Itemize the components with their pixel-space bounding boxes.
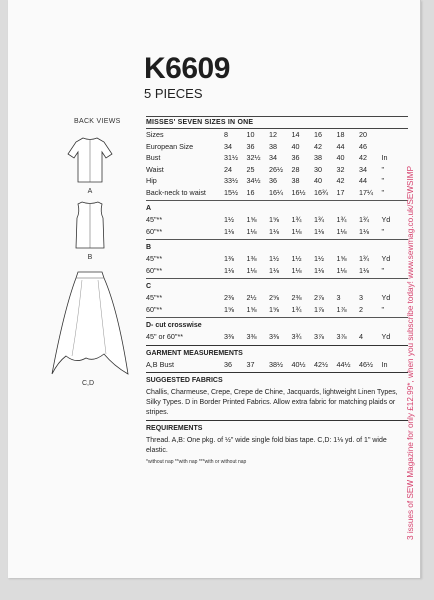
table-title: MISSES' SEVEN SIZES IN ONE	[146, 116, 408, 129]
size-cell: 1¾	[291, 215, 302, 224]
size-cell: 16	[246, 187, 255, 197]
size-cell: 1⅛	[336, 226, 347, 236]
size-cell: 3⅜	[246, 332, 257, 341]
size-cell: 2½	[246, 293, 257, 302]
size-cell: 36	[291, 153, 300, 162]
size-cell: 1⅛	[314, 226, 324, 236]
size-cell: 1⅝	[246, 304, 257, 314]
size-row: Sizes 8 10 12 14 16 18 20	[146, 129, 408, 141]
size-cell: 36	[246, 141, 255, 151]
size-cell: 1⅜	[224, 254, 234, 263]
unit-cell: "	[381, 304, 385, 314]
yardage-view-heading: B	[146, 239, 408, 253]
size-cell: 32½	[246, 153, 261, 162]
size-row: Hip 33½ 34½ 36 38 40 42 44 "	[146, 175, 408, 187]
size-cell: 42	[336, 176, 345, 185]
figure-cd-label: C,D	[81, 380, 95, 387]
size-row: Bust 31½ 32½ 34 36 38 40 42 In	[146, 152, 408, 164]
size-cell: 38	[314, 153, 322, 162]
unit-cell: In	[381, 153, 388, 162]
size-cell: 1¾	[359, 215, 369, 224]
size-row: Back-neck to waist 15½ 16 16¼ 16½ 16¾ 17 17¼ "	[146, 187, 408, 199]
requirements-text: Thread. A,B: One pkg. of ½" wide single fold bias tape. C,D: 1⅛ yd. of 1" wide elastic.	[146, 437, 387, 454]
size-cell: 2	[359, 304, 363, 314]
requirements-title: REQUIREMENTS	[146, 420, 408, 434]
size-cell: 16¾	[314, 187, 328, 197]
size-cell: 1⅛	[269, 226, 279, 236]
unit-cell: Yd	[381, 332, 391, 341]
yardage-row: 45"** 1⅜ 1⅜ 1½ 1½ 1½ 1⅝ 1¾ Yd	[146, 253, 408, 265]
size-cell: 2⅝	[269, 293, 279, 302]
suggested-fabrics-text: Challis, Charmeuse, Crepe, Crepe de Chine, Jacquards, lightweight Linen Types, Silky Types. D in Border Printed Fabrics. Allow extra fabric for matching plaids or stripes.	[146, 389, 398, 416]
size-cell: 8	[224, 130, 228, 139]
size-cell: 1⅛	[224, 226, 234, 236]
size-cell: 40	[336, 153, 345, 162]
size-cell: 17¼	[359, 187, 373, 197]
size-cell: 1⅛	[314, 265, 324, 275]
size-cell: 24	[224, 164, 232, 174]
unit-cell: "	[381, 265, 385, 275]
unit-cell: Yd	[381, 215, 391, 224]
unit-cell: "	[381, 226, 385, 236]
size-cell: 20	[359, 130, 367, 139]
pattern-envelope-back	[8, 0, 421, 578]
size-cell: 16¼	[269, 187, 283, 197]
yardage-row: 45"** 2⅜ 2½ 2⅝ 2⅜ 2⅞ 3 3 Yd	[146, 292, 408, 304]
figure-b-top-back	[66, 200, 114, 257]
unit-cell: Yd	[381, 254, 391, 263]
size-cell: 2⅜	[291, 293, 302, 302]
size-cell: 32	[336, 164, 345, 174]
size-cell: 1⅛	[336, 265, 347, 275]
size-cell: 12	[269, 130, 277, 139]
pieces-count: 5 PIECES	[144, 86, 203, 101]
unit-cell	[382, 129, 398, 141]
size-cell: 1½	[291, 254, 302, 263]
size-cell: 40	[314, 176, 322, 185]
size-cell: 1⅛	[246, 265, 257, 275]
size-cell: 1⅝	[224, 304, 234, 314]
size-cell: 1½	[314, 254, 324, 263]
size-cell: 3	[336, 293, 341, 302]
size-cell: 34	[269, 153, 277, 162]
size-cell: 3	[359, 293, 363, 302]
size-cell: 16	[314, 130, 322, 139]
pattern-number: K6609	[144, 52, 230, 85]
size-cell: 36	[269, 176, 277, 185]
yardage-row: 45" or 60"** 3⅜ 3⅜ 3⅜ 3¾ 3⅞ 3⅞ 4 Yd	[146, 331, 408, 343]
size-cell: 1⅝	[336, 254, 347, 263]
size-row: Waist 24 25 26½ 28 30 32 34 "	[146, 164, 408, 176]
size-cell: 1½	[269, 254, 279, 263]
size-cell: 1⅛	[269, 265, 279, 275]
figure-cd-skirt-back	[48, 270, 132, 383]
yardage-row: 45"** 1½ 1⅝ 1⅝ 1¾ 1¾ 1¾ 1¾ Yd	[146, 214, 408, 226]
size-cell: 1⅛	[246, 226, 257, 236]
figure-a-top-back	[66, 136, 114, 191]
unit-cell: Yd	[381, 293, 391, 302]
size-cell: 3⅜	[224, 332, 234, 341]
size-cell: 28	[291, 164, 300, 174]
size-cell: 30	[314, 164, 322, 174]
size-cell: 1¾	[291, 304, 302, 314]
yardage-view-heading: C	[146, 278, 408, 292]
size-cell: 1⅝	[246, 215, 257, 224]
size-cell: 3⅞	[314, 332, 324, 341]
size-cell: 4	[359, 332, 363, 341]
unit-cell	[382, 141, 398, 153]
size-cell: 1½	[224, 215, 234, 224]
size-cell: 1⅝	[269, 215, 279, 224]
size-cell: 1⅛	[291, 265, 302, 275]
size-cell: 2⅜	[224, 293, 234, 302]
size-cell: 2⅞	[314, 293, 324, 302]
yardage-row: 60"** 1⅛ 1⅛ 1⅛ 1⅛ 1⅛ 1⅛ 1⅛ "	[146, 226, 408, 238]
size-cell: 33½	[224, 176, 238, 185]
size-cell: 16½	[291, 187, 306, 197]
size-cell: 31½	[224, 153, 238, 162]
size-cell: 1⅜	[246, 254, 257, 263]
figure-a-label: A	[87, 188, 93, 195]
size-cell: 1⅞	[314, 304, 324, 314]
yardage-row: 60"** 1⅝ 1⅝ 1⅝ 1¾ 1⅞ 1⅞ 2 "	[146, 304, 408, 316]
back-views-label: BACK VIEWS	[74, 118, 121, 125]
unit-cell: "	[381, 187, 385, 197]
yardage-view-heading: D- cut crosswise	[146, 317, 408, 331]
garment-bust-row: A,B Bust 36 37 38½ 40½ 42½ 44½ 46½ In	[146, 359, 388, 369]
yardage-row: 60"** 1⅛ 1⅛ 1⅛ 1⅛ 1⅛ 1⅛ 1⅛ "	[146, 265, 408, 277]
size-cell: 1¾	[314, 215, 324, 224]
size-cell: 44	[336, 141, 345, 151]
size-cell: 34	[224, 141, 232, 151]
size-cell: 1⅛	[291, 226, 302, 236]
size-cell: 1¾	[336, 215, 347, 224]
size-cell: 38	[291, 176, 300, 185]
size-cell: 42	[359, 153, 367, 162]
size-cell: 34½	[246, 176, 261, 185]
size-cell: 1¾	[359, 254, 369, 263]
yardage-view-heading: A	[146, 200, 408, 214]
size-cell: 18	[336, 130, 345, 139]
size-cell: 38	[269, 141, 277, 151]
size-cell: 15½	[224, 187, 238, 197]
unit-cell: "	[381, 176, 385, 185]
size-cell: 44	[359, 176, 367, 185]
size-cell: 3⅜	[269, 332, 279, 341]
size-cell: 1⅛	[359, 265, 369, 275]
size-cell: 1⅛	[359, 226, 369, 236]
suggested-fabrics-title: SUGGESTED FABRICS	[146, 372, 408, 386]
sizes-yardage-table	[146, 116, 408, 465]
size-cell: 1⅝	[269, 304, 279, 314]
nap-footnote: *without nap **with nap ***with or without nap	[146, 459, 247, 465]
size-cell: 14	[291, 130, 300, 139]
size-cell: 3¾	[291, 332, 302, 341]
size-cell: 25	[246, 164, 255, 174]
figure-b-label: B	[87, 254, 93, 261]
size-cell: 1⅛	[224, 265, 234, 275]
size-cell: 3⅞	[336, 332, 347, 341]
garment-measurements-title: GARMENT MEASUREMENTS	[146, 345, 408, 359]
size-cell: 26½	[269, 164, 283, 174]
size-row: European Size 34 36 38 40 42 44 46	[146, 141, 408, 153]
size-cell: 42	[314, 141, 322, 151]
size-cell: 40	[291, 141, 300, 151]
size-cell: 1⅞	[336, 304, 347, 314]
unit-cell: "	[381, 164, 385, 174]
size-cell: 10	[246, 130, 255, 139]
size-cell: 34	[359, 164, 367, 174]
size-cell: 46	[359, 141, 367, 151]
magazine-promo-text: 3 issues of SEW Magazine for only £12.99*, when you subscribe today! www.sewmag.co.uk/SEWSIMP	[406, 165, 415, 540]
size-cell: 17	[336, 187, 345, 197]
